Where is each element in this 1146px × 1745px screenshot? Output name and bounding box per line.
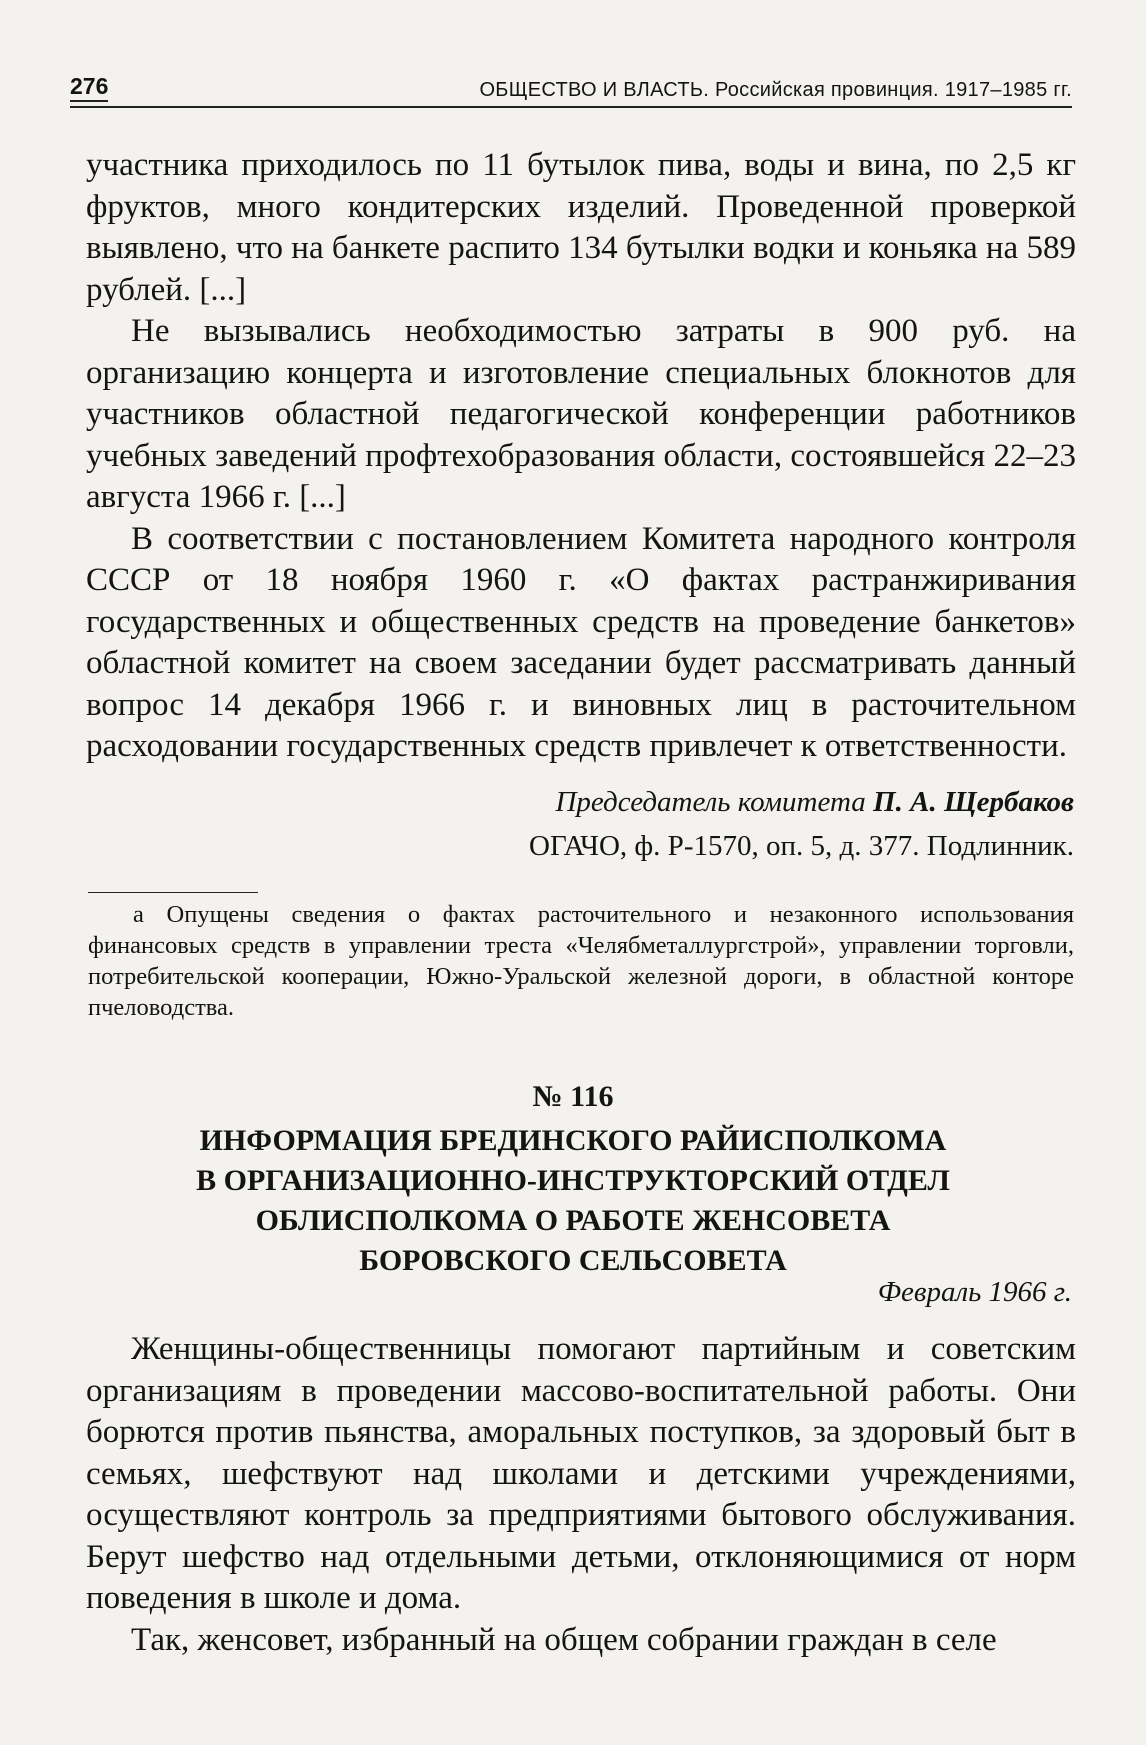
footnote-text: Опущены сведения о фактах расточительного и незаконного использования финансовых средств в управлении треста «Челябметаллургстрой», управлении торговли, потребительской кооперации, Южно-Уральской железной дороги, в областной конторе пчеловодства. [88, 901, 1075, 1021]
running-header-title: ОБЩЕСТВО И ВЛАСТЬ. Российская провинция. 1917–1985 гг. [479, 79, 1072, 101]
document-title-line: В ОРГАНИЗАЦИОННО-ИНСТРУКТОРСКИЙ ОТДЕЛ [196, 1164, 950, 1197]
paragraph-continuation: участника приходилось по 11 бутылок пива, воды и вина, по 2,5 кг фруктов, много кондитерских изделий. Проведенной проверкой выявлено, что на банкете распито 134 бутылки водки и коньяка на 589 рублей. [...] [86, 147, 1076, 308]
footnote [88, 899, 1074, 1023]
footnote-divider [88, 892, 258, 893]
document-title-line: ОБЛИСПОЛКОМА О РАБОТЕ ЖЕНСОВЕТА [255, 1204, 891, 1237]
paragraph-concert-expenses: Не вызывались необходимостью затраты в 900 руб. на организацию концерта и изготовление специальных блокнотов для участников областной педагогической конференции работников учебных заведений профтехобразования области, состоявшейся 22–23 августа 1966 г. [...] [86, 313, 1076, 515]
running-header [70, 70, 1072, 108]
document-title-line: ИНФОРМАЦИЯ БРЕДИНСКОГО РАЙИСПОЛКОМА [199, 1124, 947, 1157]
lower-text-block [86, 1329, 1076, 1661]
document-number: № 116 [532, 1080, 614, 1113]
archive-source: ОГАЧО, ф. Р-1570, оп. 5, д. 377. Подлинник. [529, 830, 1074, 862]
upper-text-block [86, 145, 1076, 768]
signature-line [555, 786, 1074, 819]
footnote-mark: а [133, 901, 144, 928]
document-title-line: БОРОВСКОГО СЕЛЬСОВЕТА [359, 1244, 787, 1277]
paragraph-womens-council: Так, женсовет, избранный на общем собрании граждан в селе [131, 1621, 997, 1658]
page-number: 276 [70, 73, 108, 102]
document-date: Февраль 1966 г. [877, 1276, 1072, 1308]
signature-name: П. А. Щербаков [873, 786, 1074, 818]
document-title [120, 1121, 1026, 1281]
paragraph-women-activists: Женщины-общественницы помогают партийным и советским организациям в проведении массово-воспитательной работы. Они борются против пьянства, аморальных поступков, за здоровый быт в семьях, шефствуют над школами и детскими учреждениями, осуществляют контроль за предприятиями бытового обслуживания. Берут шефство над отдельными детьми, отклоняющимися от норм поведения в школе и дома. [86, 1331, 1076, 1616]
paragraph-committee-decision: В соответствии с постановлением Комитета народного контроля СССР от 18 ноября 1960 г. «О фактах растранжиривания государственных и общественных средств на проведение банкетов» областной комитет на своем заседании будет рассматривать данный вопрос 14 декабря 1966 г. и виновных лиц в расточительном расходовании государственных средств привлечет к ответственности. [86, 520, 1076, 764]
signature-position: Председатель комитета [555, 786, 866, 818]
